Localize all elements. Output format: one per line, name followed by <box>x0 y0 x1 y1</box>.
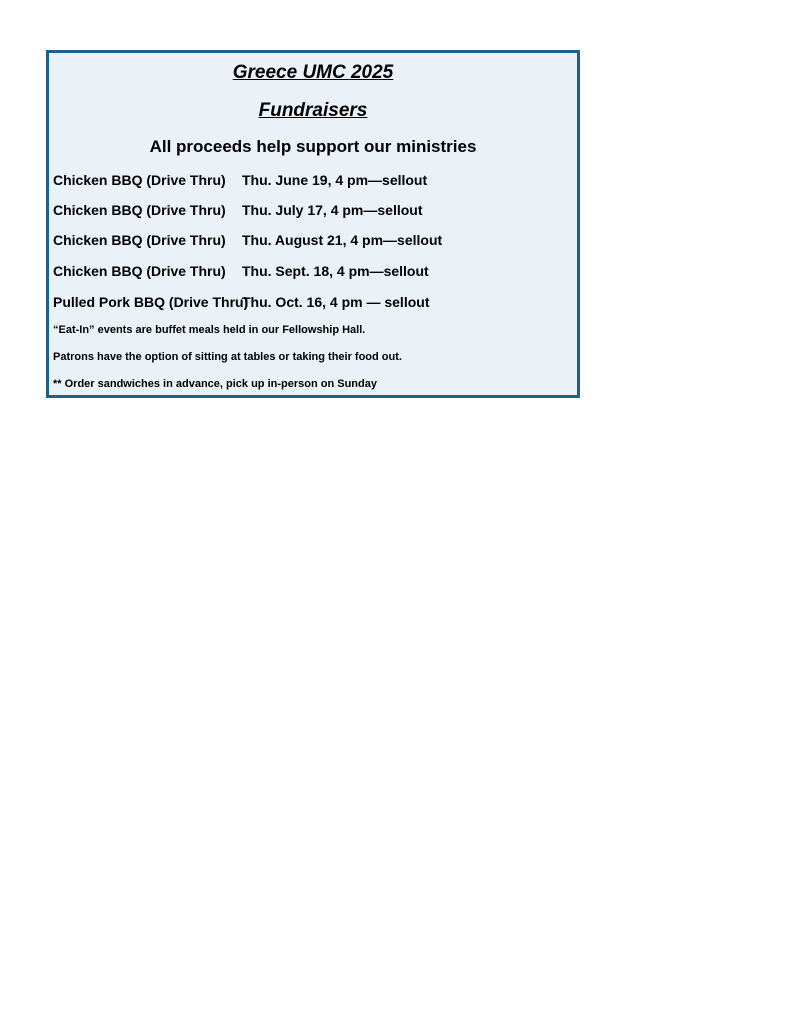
event-date: Thu. June 19, 4 pm—sellout <box>242 172 428 188</box>
event-name: Chicken BBQ (Drive Thru) <box>53 202 226 218</box>
fundraiser-flyer <box>46 50 580 398</box>
event-date: Thu. Sept. 18, 4 pm—sellout <box>242 263 429 279</box>
event-name: Chicken BBQ (Drive Thru) <box>53 263 226 279</box>
flyer-subtitle: All proceeds help support our ministries <box>149 137 477 156</box>
note-seating: Patrons have the option of sitting at tables or taking their food out. <box>53 351 402 363</box>
event-row <box>53 261 573 281</box>
event-date: Thu. Oct. 16, 4 pm — sellout <box>242 294 430 310</box>
event-name: Chicken BBQ (Drive Thru) <box>53 172 226 188</box>
event-name: Pulled Pork BBQ (Drive Thru) <box>53 294 249 310</box>
event-row <box>53 292 573 312</box>
note-sandwiches: ** Order sandwiches in advance, pick up in-person on Sunday <box>53 378 377 390</box>
event-date: Thu. August 21, 4 pm—sellout <box>242 232 443 248</box>
event-row <box>53 200 573 220</box>
flyer-heading: Fundraisers <box>258 100 368 121</box>
note-eat-in: “Eat-In” events are buffet meals held in our Fellowship Hall. <box>53 324 366 336</box>
event-row <box>53 170 573 190</box>
event-name: Chicken BBQ (Drive Thru) <box>53 232 226 248</box>
event-row <box>53 230 573 250</box>
flyer-title: Greece UMC 2025 <box>232 62 394 83</box>
event-date: Thu. July 17, 4 pm—sellout <box>242 202 423 218</box>
